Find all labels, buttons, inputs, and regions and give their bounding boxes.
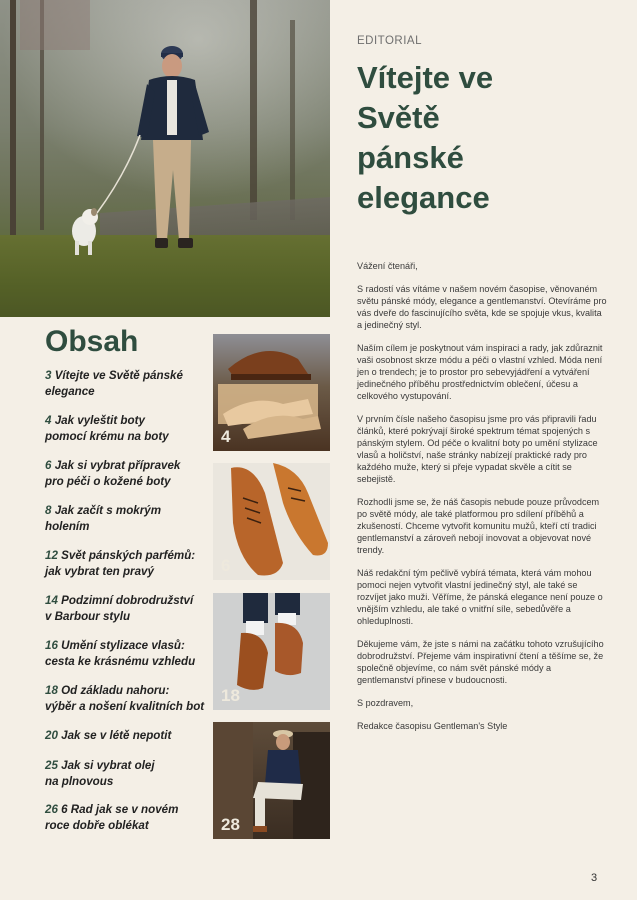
toc-page-number: 4 [45, 414, 52, 427]
toc-item-title: Jak začít s mokrým [54, 504, 162, 517]
toc-item-title: Umění stylizace vlasů: [61, 639, 185, 652]
toc-item-title: holením [45, 519, 90, 533]
thumbnail-shoes-worn[interactable] [213, 593, 330, 710]
dog-illustration [66, 205, 106, 257]
toc-item-title: Svět pánských parfémů: [61, 549, 196, 562]
toc-page-number: 14 [45, 594, 58, 607]
toc-item-title: Podzimní dobrodružství [61, 594, 194, 607]
letter-paragraph: Náš redakční tým pečlivě vybírá témata, která vám mohou pomoci nejen vytvořit vlastní jedinečný styl, ale také se rozvíjet jako muži. Věříme, že pánská elegance není pouze o vnějším vzhledu, ale také o vnitřní síle, sebedůvěře a ohleduplnosti. [357, 568, 603, 626]
toc-item[interactable] [45, 758, 210, 789]
page-number: 3 [591, 872, 598, 884]
toc-page-number: 20 [45, 729, 58, 742]
toc-page-number: 6 [45, 459, 52, 472]
toc-item-title: jak vybrat ten pravý [45, 564, 154, 578]
toc-item-title: elegance [45, 384, 95, 398]
toc-item-title: v Barbour stylu [45, 609, 131, 623]
editorial-title [357, 58, 617, 218]
toc-item-title: pro péči o kožené boty [45, 474, 171, 488]
letter-paragraph: S radostí vás vítáme v našem novém časopise, věnovaném světu pánské módy, elegance a gentlemanství. Otevíráme pro vás dveře do fascinujícího světa, kde se spojuje vkus, kvalita a jedinečný styl. [357, 284, 607, 330]
toc-item[interactable] [45, 368, 210, 399]
thumbnail-page-label: 4 [221, 427, 231, 446]
toc-item-title: Jak si vybrat olej [61, 759, 155, 772]
hero-photo [0, 0, 330, 317]
letter-paragraph: Rozhodli jsme se, že náš časopis nebude pouze průvodcem po světě módy, ale také platformou pro sdílení příběhů a zkušeností. Chceme vytvořit komunitu mužů, kteří ctí tradici gentlemanství a zároveň nebojí inovovat a objevovat nové trendy. [357, 497, 600, 555]
toc-page-number: 18 [45, 684, 58, 697]
letter-closing: S pozdravem, [357, 698, 414, 708]
thumbnail-page-label: 6 [221, 556, 231, 575]
toc-page-number: 8 [45, 504, 52, 517]
letter-paragraph: V prvním čísle našeho časopisu jsme pro vás připravili řadu článků, které pokrývají široké spektrum témat spojených s pánským stylem. Od péče o kvalitní boty po umění stylizace vlasů a holičství, naše stránky nabízejí praktické rady pro každého muže, který si přeje vypadat skvěle a cítit se sebejistě. [357, 414, 598, 484]
toc-item-title: Od základu nahoru: [61, 684, 170, 697]
editorial-letter [357, 260, 607, 743]
toc-item-title: pomocí krému na boty [45, 429, 169, 443]
toc-item-title: cesta ke krásnému vzhledu [45, 654, 196, 668]
title-line: elegance [357, 180, 490, 215]
thumbnail-shoe-trees[interactable] [213, 334, 330, 451]
toc-item[interactable] [45, 413, 210, 444]
toc-page-number: 12 [45, 549, 58, 562]
toc-item[interactable] [45, 458, 210, 489]
thumbnail-seated-man[interactable] [213, 722, 330, 839]
toc-item[interactable] [45, 728, 210, 744]
toc-item[interactable] [45, 638, 210, 669]
letter-paragraph: Vážení čtenáři, [357, 261, 418, 271]
toc-item-title: roce dobře oblékat [45, 818, 149, 832]
toc-item[interactable] [45, 503, 210, 534]
toc-title: Obsah [45, 325, 139, 358]
toc-item-title: Jak vyleštit boty [54, 414, 145, 427]
toc-item-title: výběr a nošení kvalitních bot [45, 699, 205, 713]
toc-page-number: 16 [45, 639, 58, 652]
toc-item[interactable] [45, 593, 210, 624]
thumbnail-page-label: 28 [221, 815, 240, 834]
thumbnail-brown-oxfords[interactable] [213, 463, 330, 580]
title-line: pánské [357, 140, 464, 175]
letter-signature: Redakce časopisu Gentleman's Style [357, 721, 508, 731]
toc-item-title: 6 Rad jak se v novém [61, 803, 179, 816]
letter-paragraph: Děkujeme vám, že jste s námi na začátku tohoto vzrušujícího dobrodružství. Přejeme vám inspirativní čtení a těšíme se, že společně objevíme, co nám svět pánské módy a gentlemanství přinese v budoucnosti. [357, 639, 604, 685]
title-line: Vítejte ve [357, 60, 494, 95]
toc-item-title: na plnovous [45, 774, 114, 788]
toc-item-title: Jak se v létě nepotit [61, 729, 172, 742]
toc-item[interactable] [45, 548, 210, 579]
toc-item-title: Jak si vybrat přípravek [54, 459, 181, 472]
letter-paragraph: Naším cílem je poskytnout vám inspiraci a rady, jak zdůraznit vaši osobnost skrze módu a péči o vlastní vzhled. Móda není jen o trendech; je to prostor pro sebevyjádření a vytváření jedinečného příběhu prostřednictvím oblečení, účesu a celkového vystupování. [357, 343, 603, 401]
title-line: Světě [357, 100, 440, 135]
toc-item-title: Vítejte ve Světě pánské [54, 369, 183, 382]
toc-page-number: 25 [45, 759, 58, 772]
toc-page-number: 3 [45, 369, 52, 382]
editorial-kicker: EDITORIAL [357, 35, 422, 47]
toc-item[interactable] [45, 802, 210, 833]
thumbnail-page-label: 18 [221, 686, 240, 705]
toc-item[interactable] [45, 683, 210, 714]
toc-page-number: 26 [45, 803, 58, 816]
